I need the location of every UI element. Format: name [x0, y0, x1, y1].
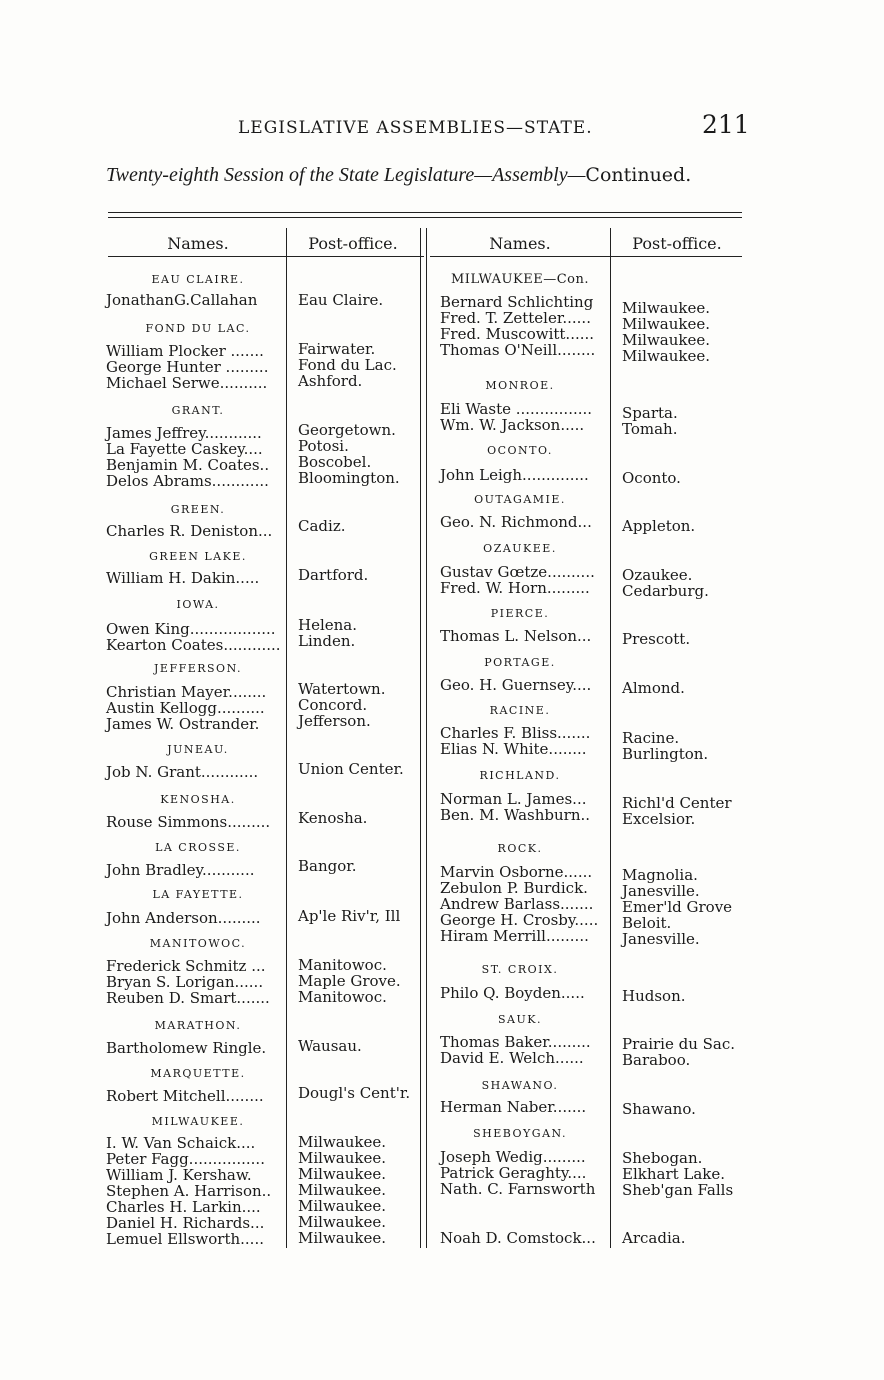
- post-office: Milwaukee.: [298, 1133, 387, 1151]
- post-office: Hudson.: [622, 987, 686, 1005]
- post-office: Milwaukee.: [622, 331, 711, 349]
- post-office: Dougl's Cent'r.: [298, 1084, 411, 1102]
- post-office: Watertown.: [298, 680, 386, 698]
- post-office: Manitowoc.: [298, 956, 387, 974]
- county-heading: GRANT.: [171, 404, 225, 417]
- post-office: Wausau.: [298, 1037, 362, 1055]
- post-office: Milwaukee.: [622, 299, 711, 317]
- post-office: Prescott.: [622, 630, 691, 648]
- member-name: Charles H. Larkin....: [106, 1198, 261, 1216]
- county-heading: MARQUETTE.: [150, 1067, 246, 1080]
- county-heading: OZAUKEE.: [483, 542, 557, 555]
- post-office: Ozaukee.: [622, 566, 693, 584]
- post-office: Burlington.: [622, 745, 709, 763]
- member-name: Andrew Barlass.......: [440, 895, 594, 913]
- post-office: Janesville.: [622, 930, 700, 948]
- member-name: Robert Mitchell........: [106, 1087, 264, 1105]
- header-rule-right: [430, 256, 742, 257]
- county-heading: PIERCE.: [490, 607, 550, 620]
- county-heading: JEFFERSON.: [154, 662, 242, 675]
- table-subtitle: [106, 164, 691, 187]
- post-office: Eau Claire.: [298, 291, 384, 309]
- post-office: Magnolia.: [622, 866, 698, 884]
- county-heading: ROCK.: [497, 842, 543, 855]
- member-name: Norman L. James...: [440, 790, 587, 808]
- post-office: Milwaukee.: [298, 1229, 387, 1247]
- post-office: Bloomington.: [298, 469, 400, 487]
- member-name: Austin Kellogg..........: [106, 699, 265, 717]
- member-name: Geo. N. Richmond...: [440, 513, 592, 531]
- post-office: Concord.: [298, 696, 368, 714]
- header-rule-left: [108, 256, 424, 257]
- post-office: Milwaukee.: [298, 1181, 387, 1199]
- header-names-left: Names.: [167, 234, 229, 253]
- county-heading: ST. CROIX.: [481, 963, 559, 976]
- county-heading: LA CROSSE.: [155, 841, 241, 854]
- member-name: Hiram Merrill.........: [440, 927, 589, 945]
- member-name: Zebulon P. Burdick.: [440, 879, 588, 897]
- member-name: William J. Kershaw.: [106, 1166, 252, 1184]
- post-office: Fairwater.: [298, 340, 376, 358]
- member-name: Bernard Schlichting: [440, 293, 594, 311]
- post-office: Beloit.: [622, 914, 672, 932]
- county-heading: IOWA.: [176, 598, 220, 611]
- post-office: Appleton.: [622, 517, 696, 535]
- member-name: Fred. W. Horn.........: [440, 579, 590, 597]
- member-name: John Leigh..............: [440, 466, 589, 484]
- post-office: Cadiz.: [298, 517, 346, 535]
- post-office: Shebogan.: [622, 1149, 703, 1167]
- post-office: Cedarburg.: [622, 582, 709, 600]
- post-office: Bangor.: [298, 857, 357, 875]
- member-name: Joseph Wedig.........: [440, 1148, 586, 1166]
- county-heading: SAUK.: [498, 1013, 542, 1026]
- member-name: Patrick Geraghty....: [440, 1164, 587, 1182]
- post-office: Milwaukee.: [298, 1213, 387, 1231]
- county-heading: MILWAUKEE—Con.: [451, 272, 589, 287]
- county-heading: SHAWANO.: [481, 1079, 559, 1092]
- post-office: Ap'le Riv'r, Ill: [298, 907, 401, 925]
- member-name: Michael Serwe..........: [106, 374, 268, 392]
- post-office: Milwaukee.: [298, 1165, 387, 1183]
- county-heading: LA FAYETTE.: [152, 888, 244, 901]
- member-name: Ben. M. Washburn..: [440, 806, 591, 824]
- county-heading: KENOSHA.: [160, 793, 236, 806]
- top-rule-2: [108, 217, 742, 218]
- member-name: Owen King..................: [106, 620, 276, 638]
- member-name: Christian Mayer........: [106, 683, 267, 701]
- post-office: Ashford.: [298, 372, 363, 390]
- member-name: James Jeffrey............: [106, 424, 262, 442]
- post-office: Helena.: [298, 616, 358, 634]
- member-name: Delos Abrams............: [106, 472, 269, 490]
- county-heading: GREEN.: [170, 503, 226, 516]
- post-office: Prairie du Sac.: [622, 1035, 736, 1053]
- county-heading: MILWAUKEE.: [151, 1115, 245, 1128]
- member-name: Fred. Muscowitt......: [440, 325, 595, 343]
- member-name: John Bradley...........: [106, 861, 255, 879]
- post-office: Emer'ld Grove: [622, 898, 733, 916]
- member-name: Wm. W. Jackson.....: [440, 416, 585, 434]
- member-name: Bryan S. Lorigan......: [106, 973, 264, 991]
- post-office: Milwaukee.: [622, 315, 711, 333]
- page-number: 211: [702, 110, 750, 139]
- member-name: George H. Crosby.....: [440, 911, 599, 929]
- member-name: Charles F. Bliss.......: [440, 724, 591, 742]
- member-name: Geo. H. Guernsey....: [440, 676, 592, 694]
- county-heading: RICHLAND.: [479, 769, 561, 782]
- post-office: Elkhart Lake.: [622, 1165, 726, 1183]
- county-heading: PORTAGE.: [484, 656, 556, 669]
- member-name: John Anderson.........: [106, 909, 261, 927]
- post-office: Fond du Lac.: [298, 356, 397, 374]
- center-divider-2: [426, 228, 427, 1248]
- post-office: Tomah.: [622, 420, 678, 438]
- post-office: Boscobel.: [298, 453, 372, 471]
- post-office: Manitowoc.: [298, 988, 387, 1006]
- post-office: Excelsior.: [622, 810, 696, 828]
- member-name: La Fayette Caskey....: [106, 440, 263, 458]
- member-name: Peter Fagg................: [106, 1150, 265, 1168]
- post-office: Milwaukee.: [298, 1149, 387, 1167]
- member-name: William H. Dakin.....: [106, 569, 260, 587]
- county-heading: GREEN LAKE.: [149, 550, 247, 563]
- post-office: Georgetown.: [298, 421, 396, 439]
- header-postoffice-left: Post-office.: [308, 234, 398, 253]
- member-name: Rouse Simmons.........: [106, 813, 271, 831]
- county-heading: MANITOWOC.: [149, 937, 247, 950]
- member-name: Nath. C. Farnsworth: [440, 1180, 596, 1198]
- county-heading: OCONTO.: [487, 444, 553, 457]
- member-name: I. W. Van Schaick....: [106, 1134, 256, 1152]
- county-heading: SHEBOYGAN.: [473, 1127, 567, 1140]
- member-name: David E. Welch......: [440, 1049, 584, 1067]
- member-name: Reuben D. Smart.......: [106, 989, 270, 1007]
- post-office: Racine.: [622, 729, 680, 747]
- post-office: Almond.: [622, 679, 685, 697]
- member-name: Daniel H. Richards...: [106, 1214, 265, 1232]
- member-name: Job N. Grant............: [106, 763, 259, 781]
- post-office: Sparta.: [622, 404, 678, 422]
- member-name: Herman Naber.......: [440, 1098, 587, 1116]
- county-heading: JUNEAU.: [167, 743, 229, 756]
- member-name: Fred. T. Zetteler......: [440, 309, 591, 327]
- column-divider-right: [610, 228, 611, 1248]
- member-name: George Hunter .........: [106, 358, 269, 376]
- post-office: Jefferson.: [298, 712, 371, 730]
- post-office: Dartford.: [298, 566, 369, 584]
- member-name: Kearton Coates............: [106, 636, 281, 654]
- subtitle-italic: Twenty-eighth Session of the State Legislature—Assembly—: [106, 164, 586, 186]
- county-heading: OUTAGAMIE.: [474, 493, 566, 506]
- county-heading: EAU CLAIRE.: [151, 273, 245, 286]
- member-name: Elias N. White........: [440, 740, 587, 758]
- member-name: Charles R. Deniston...: [106, 522, 273, 540]
- member-name: JonathanG.Callahan: [106, 291, 258, 309]
- member-name: Thomas L. Nelson...: [440, 627, 592, 645]
- post-office: Arcadia.: [622, 1229, 686, 1247]
- member-name: Marvin Osborne......: [440, 863, 593, 881]
- county-heading: MONROE.: [485, 379, 555, 392]
- member-name: Lemuel Ellsworth.....: [106, 1230, 264, 1248]
- post-office: Shawano.: [622, 1100, 696, 1118]
- county-heading: RACINE.: [489, 704, 551, 717]
- member-name: Bartholomew Ringle.: [106, 1039, 267, 1057]
- subtitle-continued: Continued.: [585, 164, 692, 186]
- member-name: Frederick Schmitz ...: [106, 957, 266, 975]
- post-office: Maple Grove.: [298, 972, 401, 990]
- county-heading: MARATHON.: [154, 1019, 242, 1032]
- county-heading: FOND DU LAC.: [145, 322, 251, 335]
- member-name: Thomas O'Neill........: [440, 341, 596, 359]
- center-divider-1: [420, 228, 421, 1248]
- top-rule: [108, 212, 742, 213]
- member-name: Noah D. Comstock...: [440, 1229, 596, 1247]
- member-name: James W. Ostrander.: [106, 715, 260, 733]
- post-office: Linden.: [298, 632, 356, 650]
- post-office: Janesville.: [622, 882, 700, 900]
- member-name: Philo Q. Boyden.....: [440, 984, 585, 1002]
- member-name: Benjamin M. Coates..: [106, 456, 270, 474]
- header-names-right: Names.: [489, 234, 551, 253]
- post-office: Baraboo.: [622, 1051, 691, 1069]
- member-name: Thomas Baker.........: [440, 1033, 591, 1051]
- member-name: Eli Waste ................: [440, 400, 593, 418]
- post-office: Milwaukee.: [622, 347, 711, 365]
- member-name: William Plocker .......: [106, 342, 264, 360]
- post-office: Milwaukee.: [298, 1197, 387, 1215]
- post-office: Potosi.: [298, 437, 349, 455]
- post-office: Oconto.: [622, 469, 681, 487]
- running-title: LEGISLATIVE ASSEMBLIES—STATE.: [238, 118, 593, 138]
- member-name: Gustav Gœtze..........: [440, 563, 595, 581]
- post-office: Kenosha.: [298, 809, 368, 827]
- post-office: Union Center.: [298, 760, 404, 778]
- header-postoffice-right: Post-office.: [632, 234, 722, 253]
- post-office: Sheb'gan Falls: [622, 1181, 734, 1199]
- member-name: Stephen A. Harrison..: [106, 1182, 272, 1200]
- column-divider: [286, 228, 287, 1248]
- post-office: Richl'd Center: [622, 794, 732, 812]
